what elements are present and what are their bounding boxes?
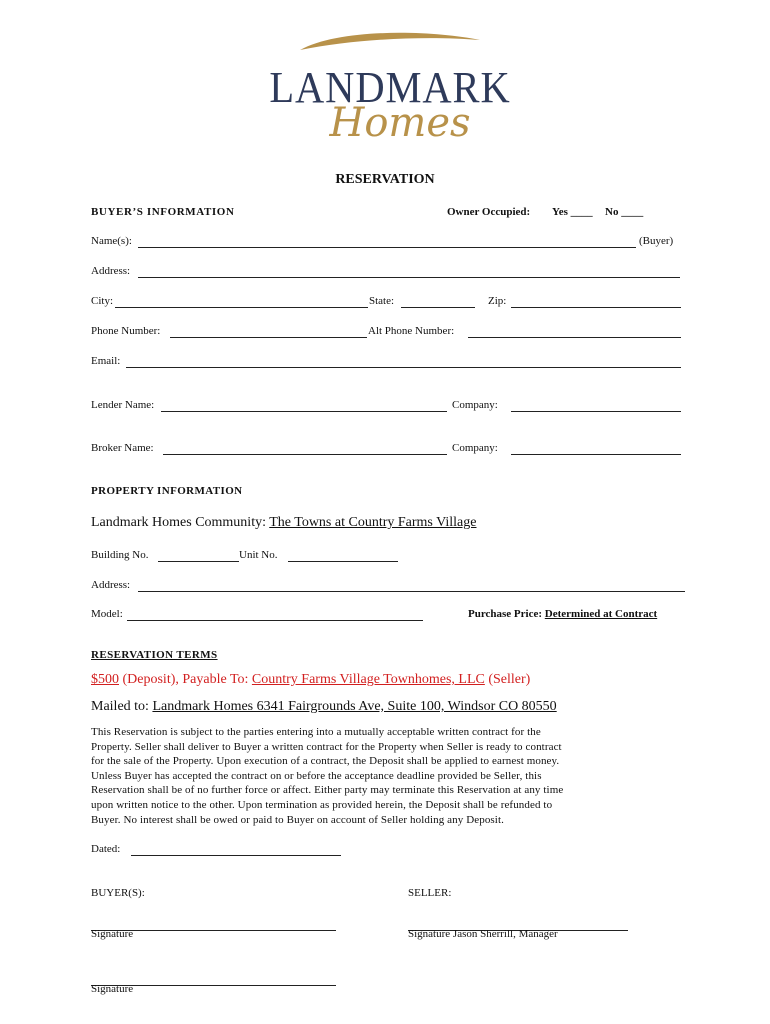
community-label: Landmark Homes Community: bbox=[91, 515, 266, 530]
broker-company-label: Company: bbox=[452, 442, 498, 454]
city-label: City: bbox=[91, 295, 114, 307]
payee-suffix: (Seller) bbox=[488, 672, 531, 687]
email-field[interactable] bbox=[126, 367, 681, 368]
paragraph-line: Reservation shall be of no further force or affect. Either party may terminate this Reservation at any time bbox=[91, 784, 564, 797]
model-field[interactable] bbox=[127, 620, 423, 621]
state-label: State: bbox=[369, 295, 395, 307]
alt-phone-field[interactable] bbox=[468, 337, 681, 338]
paragraph-line: This Reservation is subject to the parties entering into a mutually acceptable written contract for the bbox=[91, 726, 541, 738]
owner-occupied-label: Owner Occupied: bbox=[447, 206, 531, 218]
broker-label: Broker Name: bbox=[91, 442, 154, 454]
building-label: Building No. bbox=[91, 549, 149, 561]
community-row bbox=[91, 515, 477, 531]
terms-paragraph bbox=[91, 725, 651, 827]
purchase-price-value: Determined at Contract bbox=[544, 608, 658, 620]
model-label: Model: bbox=[91, 608, 123, 620]
unit-field[interactable] bbox=[288, 561, 398, 562]
property-address-field[interactable] bbox=[138, 591, 685, 592]
deposit-row bbox=[91, 672, 530, 688]
broker-company-field[interactable] bbox=[511, 454, 681, 455]
buyer-signature-label-2: Signature bbox=[91, 983, 134, 995]
address-label: Address: bbox=[91, 265, 131, 277]
owner-occupied-no[interactable]: No ____ bbox=[605, 206, 644, 218]
buyer-info-heading: BUYER’S INFORMATION bbox=[91, 206, 235, 218]
seller-signature-label: Signature Jason Sherrill, Manager bbox=[408, 928, 558, 940]
mailed-address: Landmark Homes 6341 Fairgrounds Ave, Suite 100, Windsor CO 80550 bbox=[152, 699, 557, 714]
buyer-signature-label-1: Signature bbox=[91, 928, 134, 940]
community-value: The Towns at Country Farms Village bbox=[269, 515, 477, 530]
company-logo bbox=[230, 28, 550, 158]
deposit-amount: $500 bbox=[91, 672, 119, 687]
building-field[interactable] bbox=[158, 561, 239, 562]
buyers-label: BUYER(S): bbox=[91, 887, 145, 899]
names-label: Name(s): bbox=[91, 235, 132, 247]
logo-wordmark: LANDMARK bbox=[269, 63, 511, 112]
zip-field[interactable] bbox=[511, 307, 681, 308]
phone-field[interactable] bbox=[170, 337, 367, 338]
purchase-price-label: Purchase Price: bbox=[468, 608, 543, 620]
email-label: Email: bbox=[91, 355, 121, 367]
lender-label: Lender Name: bbox=[91, 399, 155, 411]
alt-phone-label: Alt Phone Number: bbox=[368, 325, 455, 337]
page-title: RESERVATION bbox=[335, 172, 435, 187]
property-info-heading: PROPERTY INFORMATION bbox=[91, 485, 243, 497]
zip-label: Zip: bbox=[488, 295, 507, 307]
address-field[interactable] bbox=[138, 277, 680, 278]
paragraph-line: Buyer. No interest shall be owed or paid to Buyer on account of Seller holding any Deposit. bbox=[91, 813, 504, 826]
reservation-terms-heading: RESERVATION TERMS bbox=[91, 649, 218, 661]
mailed-label: Mailed to: bbox=[91, 699, 149, 714]
deposit-text: (Deposit), Payable To: bbox=[122, 672, 249, 687]
paragraph-line: for the sale of the Property. Upon execution of a contract, the Deposit shall be applied to earnest money. bbox=[91, 755, 560, 768]
dated-label: Dated: bbox=[91, 843, 121, 855]
logo-script: Homes bbox=[329, 100, 471, 146]
dated-field[interactable] bbox=[131, 855, 341, 856]
broker-field[interactable] bbox=[163, 454, 447, 455]
paragraph-line: upon written notice to the other. Upon termination as provided herein, the Deposit shall be refunded to bbox=[91, 798, 553, 811]
unit-label: Unit No. bbox=[239, 549, 278, 561]
owner-occupied-yes[interactable]: Yes ____ bbox=[552, 206, 593, 218]
lender-company-label: Company: bbox=[452, 399, 498, 411]
city-field[interactable] bbox=[115, 307, 368, 308]
lender-company-field[interactable] bbox=[511, 411, 681, 412]
state-field[interactable] bbox=[401, 307, 475, 308]
property-address-label: Address: bbox=[91, 579, 131, 591]
paragraph-line: Property. Seller shall deliver to Buyer a written contract for the Property when Seller is ready to contract bbox=[91, 740, 562, 753]
purchase-price-row bbox=[468, 608, 657, 620]
mailed-row bbox=[91, 699, 557, 715]
payee-name: Country Farms Village Townhomes, LLC bbox=[251, 672, 485, 687]
buyer-suffix: (Buyer) bbox=[639, 235, 674, 247]
lender-field[interactable] bbox=[161, 411, 447, 412]
names-field[interactable] bbox=[138, 247, 636, 248]
phone-label: Phone Number: bbox=[91, 325, 161, 337]
seller-label: SELLER: bbox=[408, 887, 452, 899]
paragraph-line: Unless Buyer has accepted the contract on or before the acceptance deadline provided be Seller, this bbox=[91, 769, 542, 782]
